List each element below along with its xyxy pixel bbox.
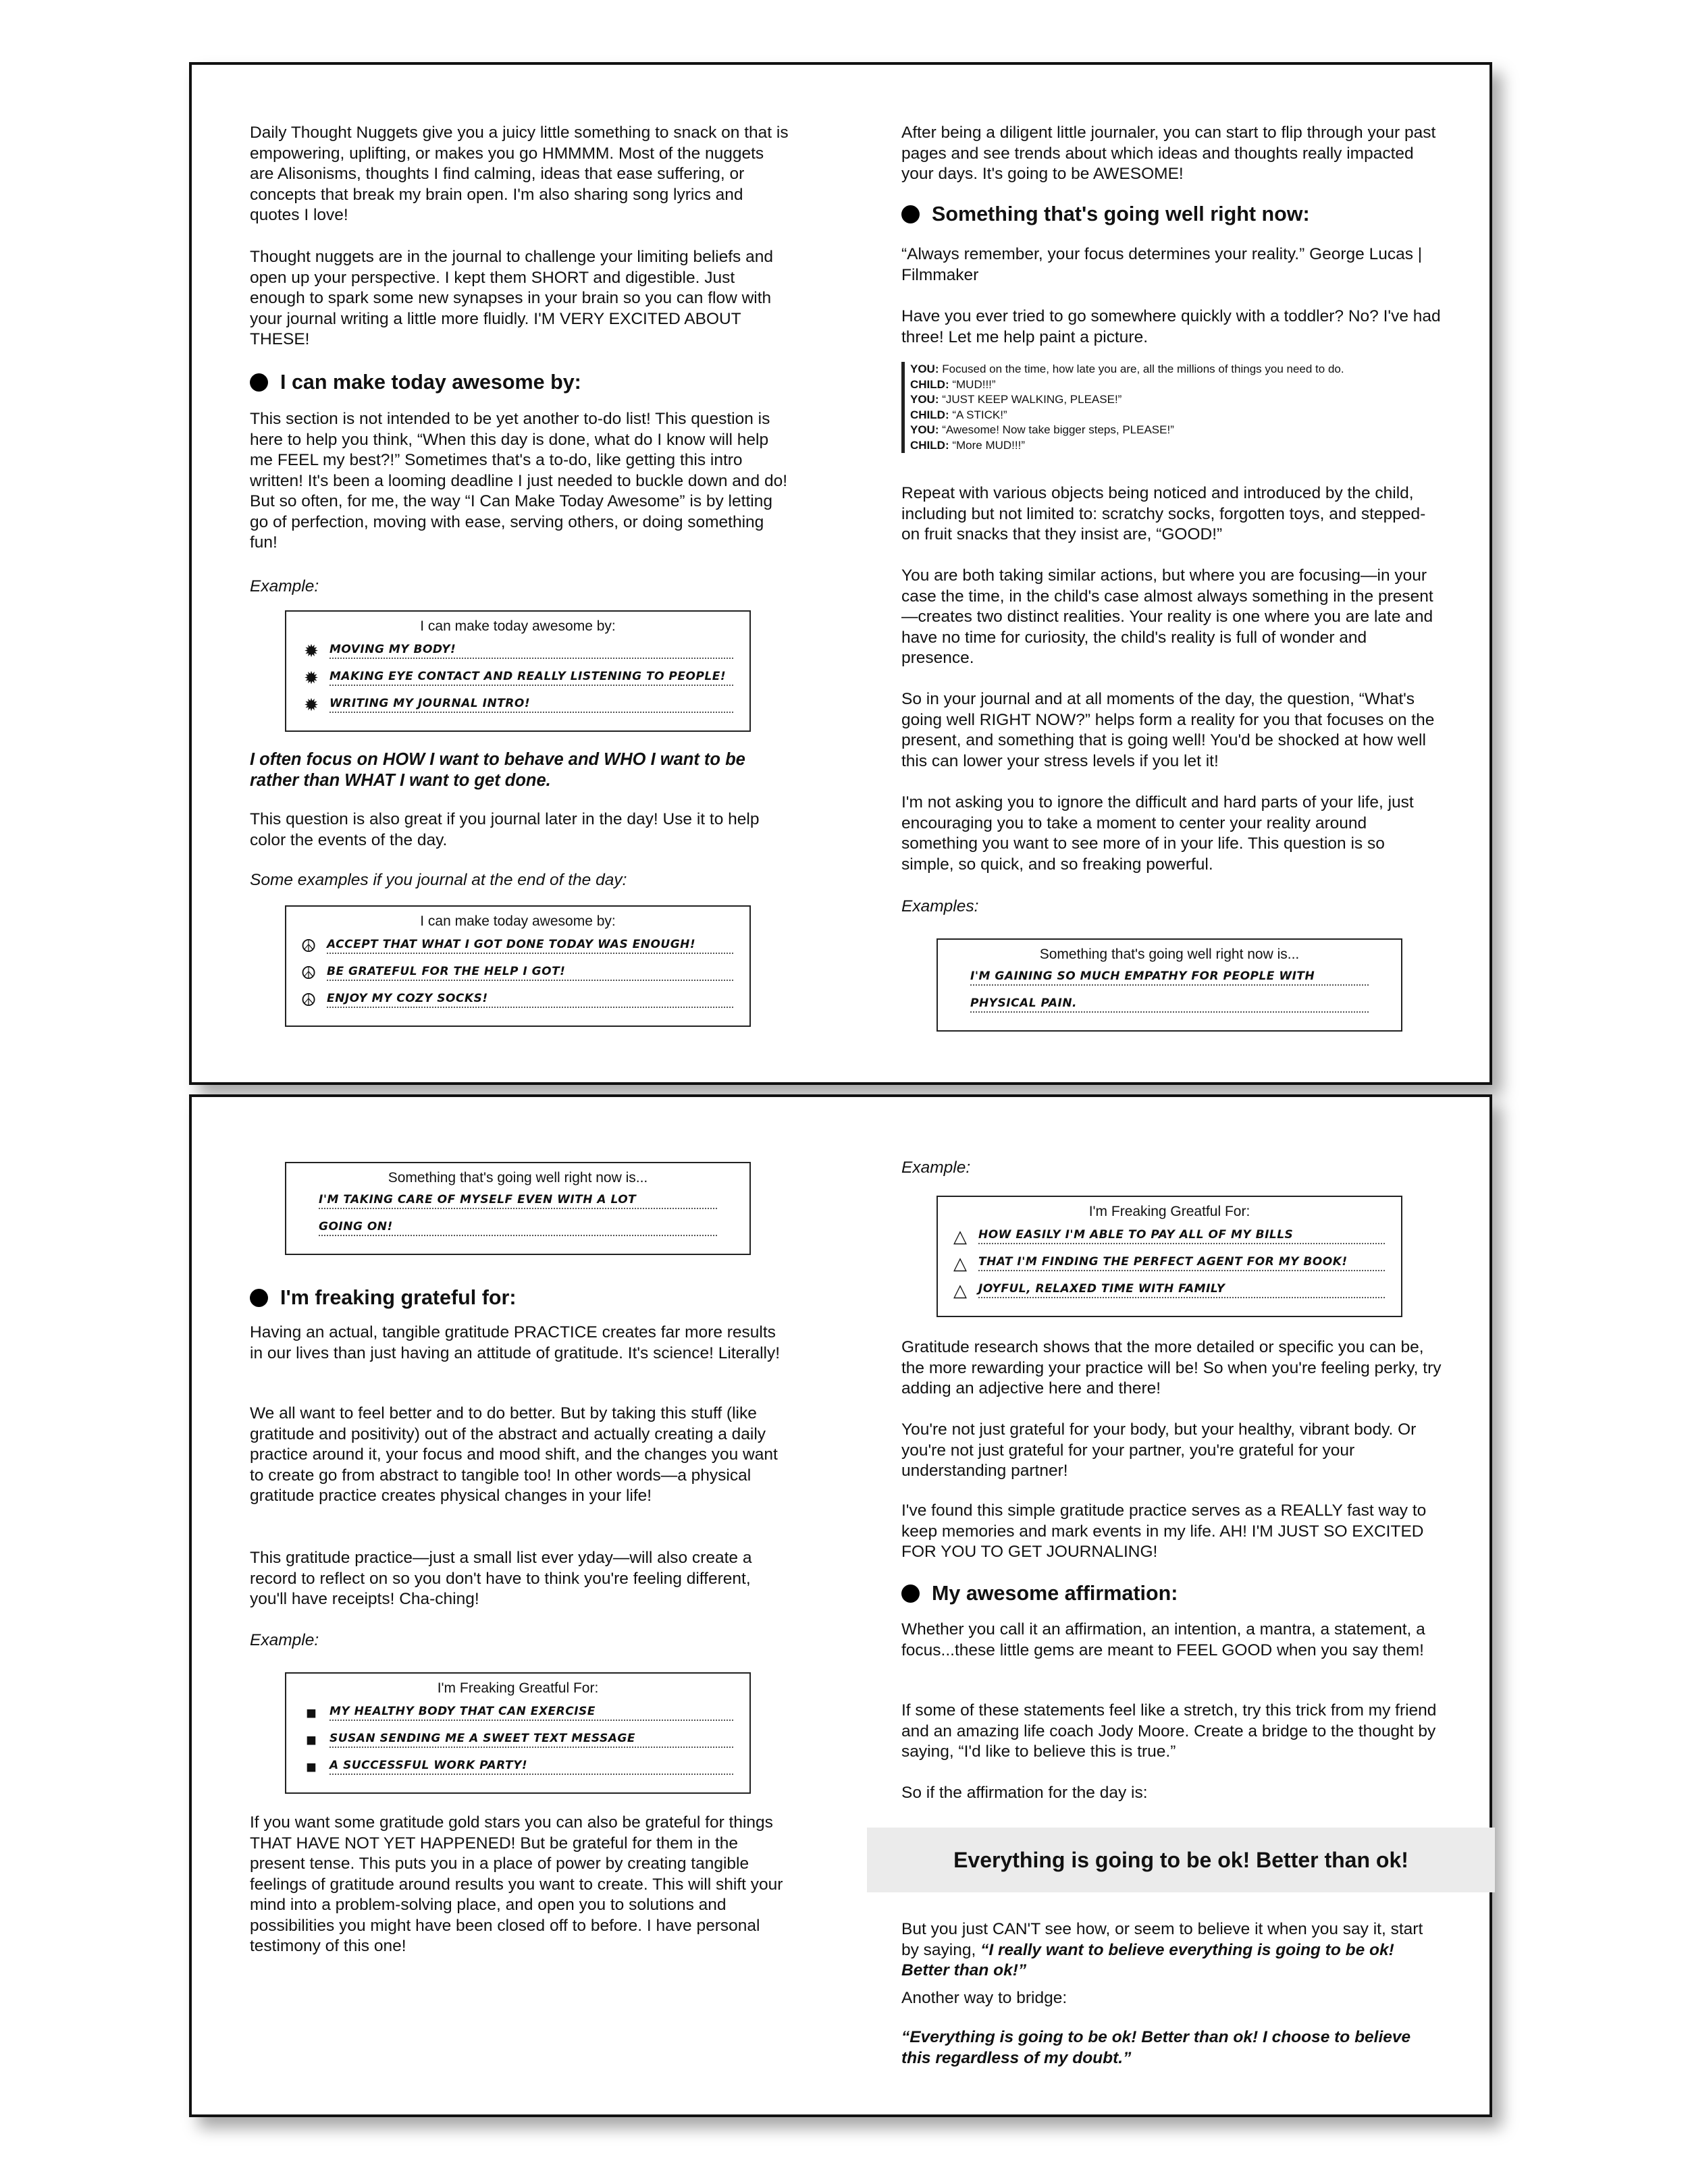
list-item xyxy=(950,1254,1385,1273)
cant-see-paragraph: But you just CAN'T see how, or seem to believe it when you say it, start by saying, “I really want to believe everything is going to be ok! Better than ok!” xyxy=(901,1920,1423,1979)
gratitude-practice-paragraph: Having an actual, tangible gratitude PRACTICE creates far more results in our lives than just having an attitude of gratitude. It's science! Literally! xyxy=(250,1323,781,1362)
handwritten-entry: SUSAN SENDING ME A SWEET TEXT MESSAGE xyxy=(329,1732,733,1748)
bullet-dot-icon xyxy=(250,1289,268,1307)
intro-paragraph: Daily Thought Nuggets give you a juicy little something to snack on that is empowering, uplifting, or makes you go HMMMM. Most of the nuggets are Alisonisms, thoughts I find calming, ideas that ease suffering, or concepts that break my brain open. I'm also sharing song lyrics and quotes I love! xyxy=(250,124,789,224)
handwritten-entry: GOING ON! xyxy=(319,1220,717,1236)
bridge-affirmation: “Everything is going to be ok! Better than ok! I choose to believe this regardless of my doubt.” xyxy=(901,2028,1411,2067)
handwritten-entry: ENJOY MY COZY SOCKS! xyxy=(327,992,733,1008)
thought-nuggets-paragraph: Thought nuggets are in the journal to challenge your limiting beliefs and open up your perspective. I kept them SHORT and digestible. Just enough to spark some new synapses in your brain so you can flow with your journal writing a little more fluidly. I'M VERY EXCITED ABOUT THESE! xyxy=(250,248,773,348)
sun-burst-icon: ✹ xyxy=(304,641,319,661)
example-label: Example: xyxy=(250,1631,319,1649)
right-now-paragraph: So in your journal and at all moments of the day, the question, “What's going well RIGHT NOW?” helps form a reality for you that focuses on the present, and something that is going well! You'd be shocked at how well this can lower your stress levels if you let it! xyxy=(901,690,1435,770)
example-box-title: I can make today awesome by: xyxy=(420,618,616,634)
example-box-grateful xyxy=(285,1672,751,1794)
handwritten-entry: I'M GAINING SO MUCH EMPATHY FOR PEOPLE WITH xyxy=(970,969,1369,986)
list-item xyxy=(301,1757,733,1776)
list-item xyxy=(301,1703,733,1722)
list-item xyxy=(301,1730,733,1749)
vibrant-body-paragraph: You're not just grateful for your body, but your healthy, vibrant body. Or you're not just grateful for your partner, you're grateful for your understanding partner! xyxy=(901,1420,1417,1480)
feel-better-paragraph: We all want to feel better and to do better. But by taking this stuff (like gratitude and positivity) out of the abstract and actually creating a daily practice around it, your focus and mood shift, and the changes you want to create go from abstract to tangible too! In other words—a physical gratitude practice creates physical changes in your life! xyxy=(250,1404,778,1505)
triangle-icon: △ xyxy=(953,1253,967,1273)
list-item xyxy=(298,936,733,955)
section-heading-going-well xyxy=(901,203,1310,226)
square-icon: ■ xyxy=(306,1757,317,1777)
dialog-line: YOU: Focused on the time, how late you are, all the millions of things you need to do. xyxy=(910,363,1344,375)
journal-spread-2 xyxy=(189,1094,1492,2117)
toddler-dialog xyxy=(901,362,1444,453)
list-item xyxy=(298,963,733,982)
dialog-line: CHILD: “More MUD!!!” xyxy=(910,438,1026,452)
record-paragraph: This gratitude practice—just a small list ever yday—will also create a record to reflect on so you don't have to think you're feeling different, you'll have receipts! Cha-ching! xyxy=(250,1549,752,1608)
realities-paragraph: You are both taking similar actions, but where you are focusing—in your case the time, in the child's case almost always something in the present—creates two distinct realities. Your reality is one where you are late and have no time for curiosity, the child's reality is full of wonder and presence. xyxy=(901,566,1433,667)
center-reality-paragraph: I'm not asking you to ignore the difficult and hard parts of your life, just encouraging you to take a moment to center your reality around something you want to see more of in your life. This question is so simple, so quick, and so freaking powerful. xyxy=(901,793,1414,874)
journaler-paragraph: After being a diligent little journaler, you can start to flip through your past pages and see trends about which ideas and thoughts really impacted your days. It's going to be AWESOME! xyxy=(901,124,1436,183)
example-box-going-well xyxy=(937,938,1402,1032)
handwritten-entry: BE GRATEFUL FOR THE HELP I GOT! xyxy=(327,965,733,981)
example-label: Example: xyxy=(250,577,319,595)
example-label: Example: xyxy=(901,1158,971,1177)
journal-spread-1 xyxy=(189,62,1492,1085)
dialog-line: CHILD: “MUD!!!” xyxy=(910,377,996,391)
handwritten-entry: MAKING EYE CONTACT AND REALLY LISTENING TO PEOPLE! xyxy=(329,670,733,686)
sun-burst-icon: ✹ xyxy=(304,668,319,688)
example-box-title: Something that's going well right now is... xyxy=(388,1170,648,1186)
gold-stars-paragraph: If you want some gratitude gold stars you can also be grateful for things THAT HAVE NOT YET HAPPENED! But be grateful for them in the present tense. This puts you in a place of power by creating tangible feelings of gratitude around results you want to create. This will shift your mind into a problem-solving place, and open you to solutions and possibilities you might have been closed off to before. I have personal testimony of this one! xyxy=(250,1813,783,1955)
handwritten-entry: HOW EASILY I'M ABLE TO PAY ALL OF MY BILLS xyxy=(978,1228,1385,1244)
heading-text: I can make today awesome by: xyxy=(280,371,581,394)
list-item xyxy=(298,990,733,1009)
heading-text: I'm freaking grateful for: xyxy=(280,1286,517,1309)
square-icon: ■ xyxy=(306,1730,317,1750)
list-item xyxy=(950,1227,1385,1246)
george-lucas-quote: “Always remember, your focus determines your reality.” George Lucas | Filmmaker xyxy=(901,245,1423,284)
example-box-end-of-day xyxy=(285,905,751,1027)
handwritten-entry: THAT I'M FINDING THE PERFECT AGENT FOR MY BOOK! xyxy=(978,1255,1385,1271)
example-box-title: Something that's going well right now is... xyxy=(1039,947,1300,962)
focus-statement: I often focus on HOW I want to behave and WHO I want to be rather than WHAT I want to get done. xyxy=(250,750,745,790)
handwritten-entry: PHYSICAL PAIN. xyxy=(970,996,1369,1013)
example-box-awesome xyxy=(285,610,751,732)
example-box-going-well xyxy=(285,1162,751,1255)
journal-later-paragraph: This question is also great if you journal later in the day! Use it to help color the events of the day. xyxy=(250,810,760,849)
handwritten-entry: WRITING MY JOURNAL INTRO! xyxy=(329,697,733,713)
triangle-icon: △ xyxy=(953,1226,967,1246)
bullet-dot-icon xyxy=(250,373,268,392)
handwritten-entry: A SUCCESSFUL WORK PARTY! xyxy=(329,1759,733,1775)
heading-text: Something that's going well right now: xyxy=(932,203,1310,225)
bridge-paragraph: If some of these statements feel like a stretch, try this trick from my friend and an amazing life coach Jody Moore. Create a bridge to the thought by saying, “I'd like to believe this is true.” xyxy=(901,1701,1437,1761)
examples-end-label: Some examples if you journal at the end of the day: xyxy=(250,871,627,889)
triangle-icon: △ xyxy=(953,1280,967,1300)
memories-paragraph: I've found this simple gratitude practice serves as a REALLY fast way to keep memories and mark events in my life. AH! I'M JUST SO EXCITED FOR YOU TO GET JOURNALING! xyxy=(901,1501,1427,1561)
list-item xyxy=(301,641,733,660)
gratitude-research-paragraph: Gratitude research shows that the more detailed or specific you can be, the more rewarding your practice will be! So when you're feeling perky, try adding an adjective here and there! xyxy=(901,1338,1442,1397)
heading-text: My awesome affirmation: xyxy=(932,1582,1178,1605)
list-item xyxy=(950,1281,1385,1300)
affirmation-intro: So if the affirmation for the day is: xyxy=(901,1784,1148,1802)
handwritten-entry: JOYFUL, RELAXED TIME WITH FAMILY xyxy=(978,1282,1385,1298)
list-item xyxy=(301,668,733,687)
example-box-title: I'm Freaking Greatful For: xyxy=(437,1680,599,1696)
section-heading-grateful xyxy=(250,1286,517,1310)
example-box-title: I can make today awesome by: xyxy=(420,913,616,929)
dialog-line: YOU: “JUST KEEP WALKING, PLEASE!” xyxy=(910,393,1122,406)
repeat-paragraph: Repeat with various objects being noticed and introduced by the child, including but not limited to: scratchy socks, forgotten toys, and stepped-on fruit snacks that they insist are, “GOOD!” xyxy=(901,484,1426,543)
square-icon: ■ xyxy=(306,1703,317,1723)
dialog-line: CHILD: “A STICK!” xyxy=(910,408,1007,421)
section-heading-affirmation xyxy=(901,1582,1178,1605)
example-box-grateful xyxy=(937,1196,1402,1317)
another-way-label: Another way to bridge: xyxy=(901,1989,1067,2007)
examples-label: Examples: xyxy=(901,897,979,915)
affirmation-banner: Everything is going to be ok! Better than ok! xyxy=(867,1828,1495,1892)
bullet-dot-icon xyxy=(901,1584,920,1603)
bullet-dot-icon xyxy=(901,205,920,223)
handwritten-entry: MOVING MY BODY! xyxy=(329,643,733,659)
dialog-line: YOU: “Awesome! Now take bigger steps, PLEASE!” xyxy=(910,423,1174,436)
list-item xyxy=(301,695,733,714)
sun-burst-icon: ✹ xyxy=(304,695,319,715)
section-heading-awesome xyxy=(250,371,581,394)
handwritten-entry: MY HEALTHY BODY THAT CAN EXERCISE xyxy=(329,1705,733,1721)
handwritten-entry: I'M TAKING CARE OF MYSELF EVEN WITH A LOT xyxy=(319,1193,717,1209)
toddler-paragraph: Have you ever tried to go somewhere quickly with a toddler? No? I've had three! Let me help paint a picture. xyxy=(901,307,1441,346)
affirmation-paragraph: Whether you call it an affirmation, an intention, a mantra, a statement, a focus...these little gems are meant to FEEL GOOD when you say them! xyxy=(901,1620,1425,1659)
awesome-paragraph: This section is not intended to be yet another to-do list! This question is here to help you think, “When this day is done, what do I know will help me FEEL my best?!” Sometimes that's a to-do, like getting this intro written! It's been a looming deadline I just needed to buckle down and do! But so often, for me, the way “I Can Make Today Awesome” is by letting go of perfection, moving with ease, serving others, or doing something fun! xyxy=(250,410,788,552)
peace-sign-icon: ☮ xyxy=(300,963,317,983)
peace-sign-icon: ☮ xyxy=(300,990,317,1010)
peace-sign-icon: ☮ xyxy=(300,936,317,956)
example-box-title: I'm Freaking Greatful For: xyxy=(1088,1204,1250,1219)
handwritten-entry: ACCEPT THAT WHAT I GOT DONE TODAY WAS ENOUGH! xyxy=(327,938,733,954)
